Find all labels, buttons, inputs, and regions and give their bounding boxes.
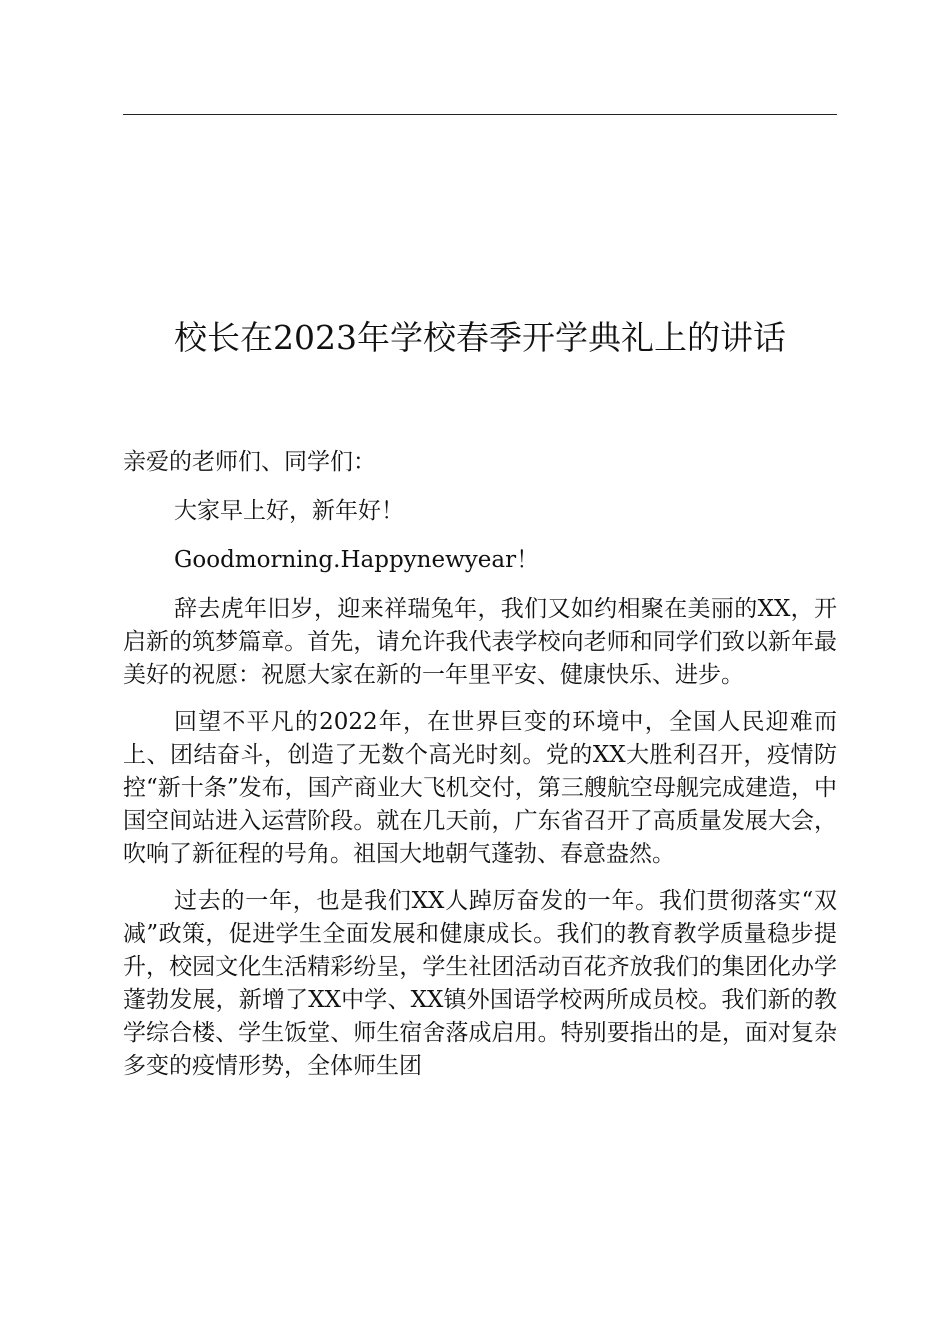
header-rule <box>123 114 837 115</box>
paragraph-new-year: 辞去虎年旧岁，迎来祥瑞兔年，我们又如约相聚在美丽的XX，开启新的筑梦篇章。首先，请允许我代表学校向老师和同学们致以新年最美好的祝愿：祝愿大家在新的一年里平安、健康快乐、进步。 <box>123 596 837 688</box>
paragraph-greeting-en: Goodmorning.Happynewyear！ <box>174 547 540 573</box>
paragraph-greeting-cn: 大家早上好，新年好！ <box>174 498 404 524</box>
salutation: 亲爱的老师们、同学们： <box>123 449 376 475</box>
document-title: 校长在2023年学校春季开学典礼上的讲话 <box>174 318 786 357</box>
paragraph-review-2022: 回望不平凡的2022年，在世界巨变的环境中，全国人民迎难而上、团结奋斗，创造了无数个高光时刻。党的XX大胜利召开，疫情防控“新十条”发布，国产商业大飞机交付，第三艘航空母舰完成建造，中国空间站进入运营阶段。就在几天前，广东省召开了高质量发展大会，吹响了新征程的号角。祖国大地朝气蓬勃、春意盎然。 <box>123 709 837 867</box>
paragraph-school-year: 过去的一年，也是我们XX人踔厉奋发的一年。我们贯彻落实“双减”政策，促进学生全面发展和健康成长。我们的教育教学质量稳步提升，校园文化生活精彩纷呈，学生社团活动百花齐放我们的集团化办学蓬勃发展，新增了XX中学、XX镇外国语学校两所成员校。我们新的教学综合楼、学生饭堂、师生宿舍落成启用。特别要指出的是，面对复杂多变的疫情形势，全体师生团 <box>123 888 837 1079</box>
document-body <box>123 446 837 1097</box>
